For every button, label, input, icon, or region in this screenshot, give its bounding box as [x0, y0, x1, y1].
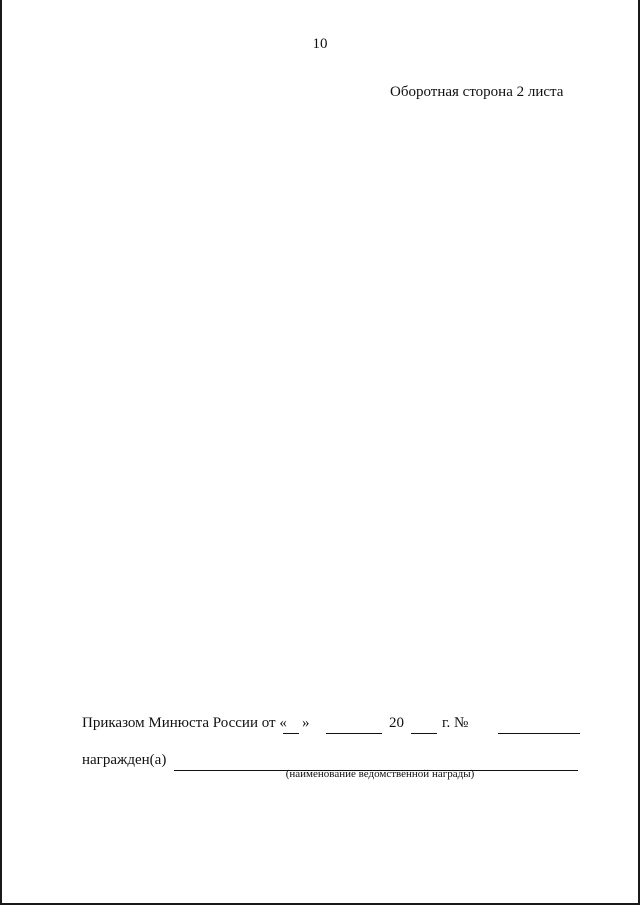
award-name-hint: (наименование ведомственной награды) — [285, 768, 475, 780]
order-prefix: Приказом Минюста России от « — [82, 715, 287, 731]
page-border-left — [0, 0, 2, 905]
order-line — [82, 715, 582, 739]
page-number: 10 — [312, 36, 328, 52]
order-year-blank[interactable] — [411, 733, 437, 734]
awarded-label: награжден(а) — [82, 752, 167, 768]
order-day-blank[interactable] — [283, 733, 299, 734]
order-month-blank[interactable] — [326, 733, 382, 734]
sheet-caption: Оборотная сторона 2 листа — [390, 84, 564, 100]
order-year-suffix: г. № — [442, 715, 469, 731]
order-year-prefix: 20 — [389, 715, 404, 731]
order-day-close: » — [302, 715, 310, 731]
order-number-blank[interactable] — [498, 733, 580, 734]
